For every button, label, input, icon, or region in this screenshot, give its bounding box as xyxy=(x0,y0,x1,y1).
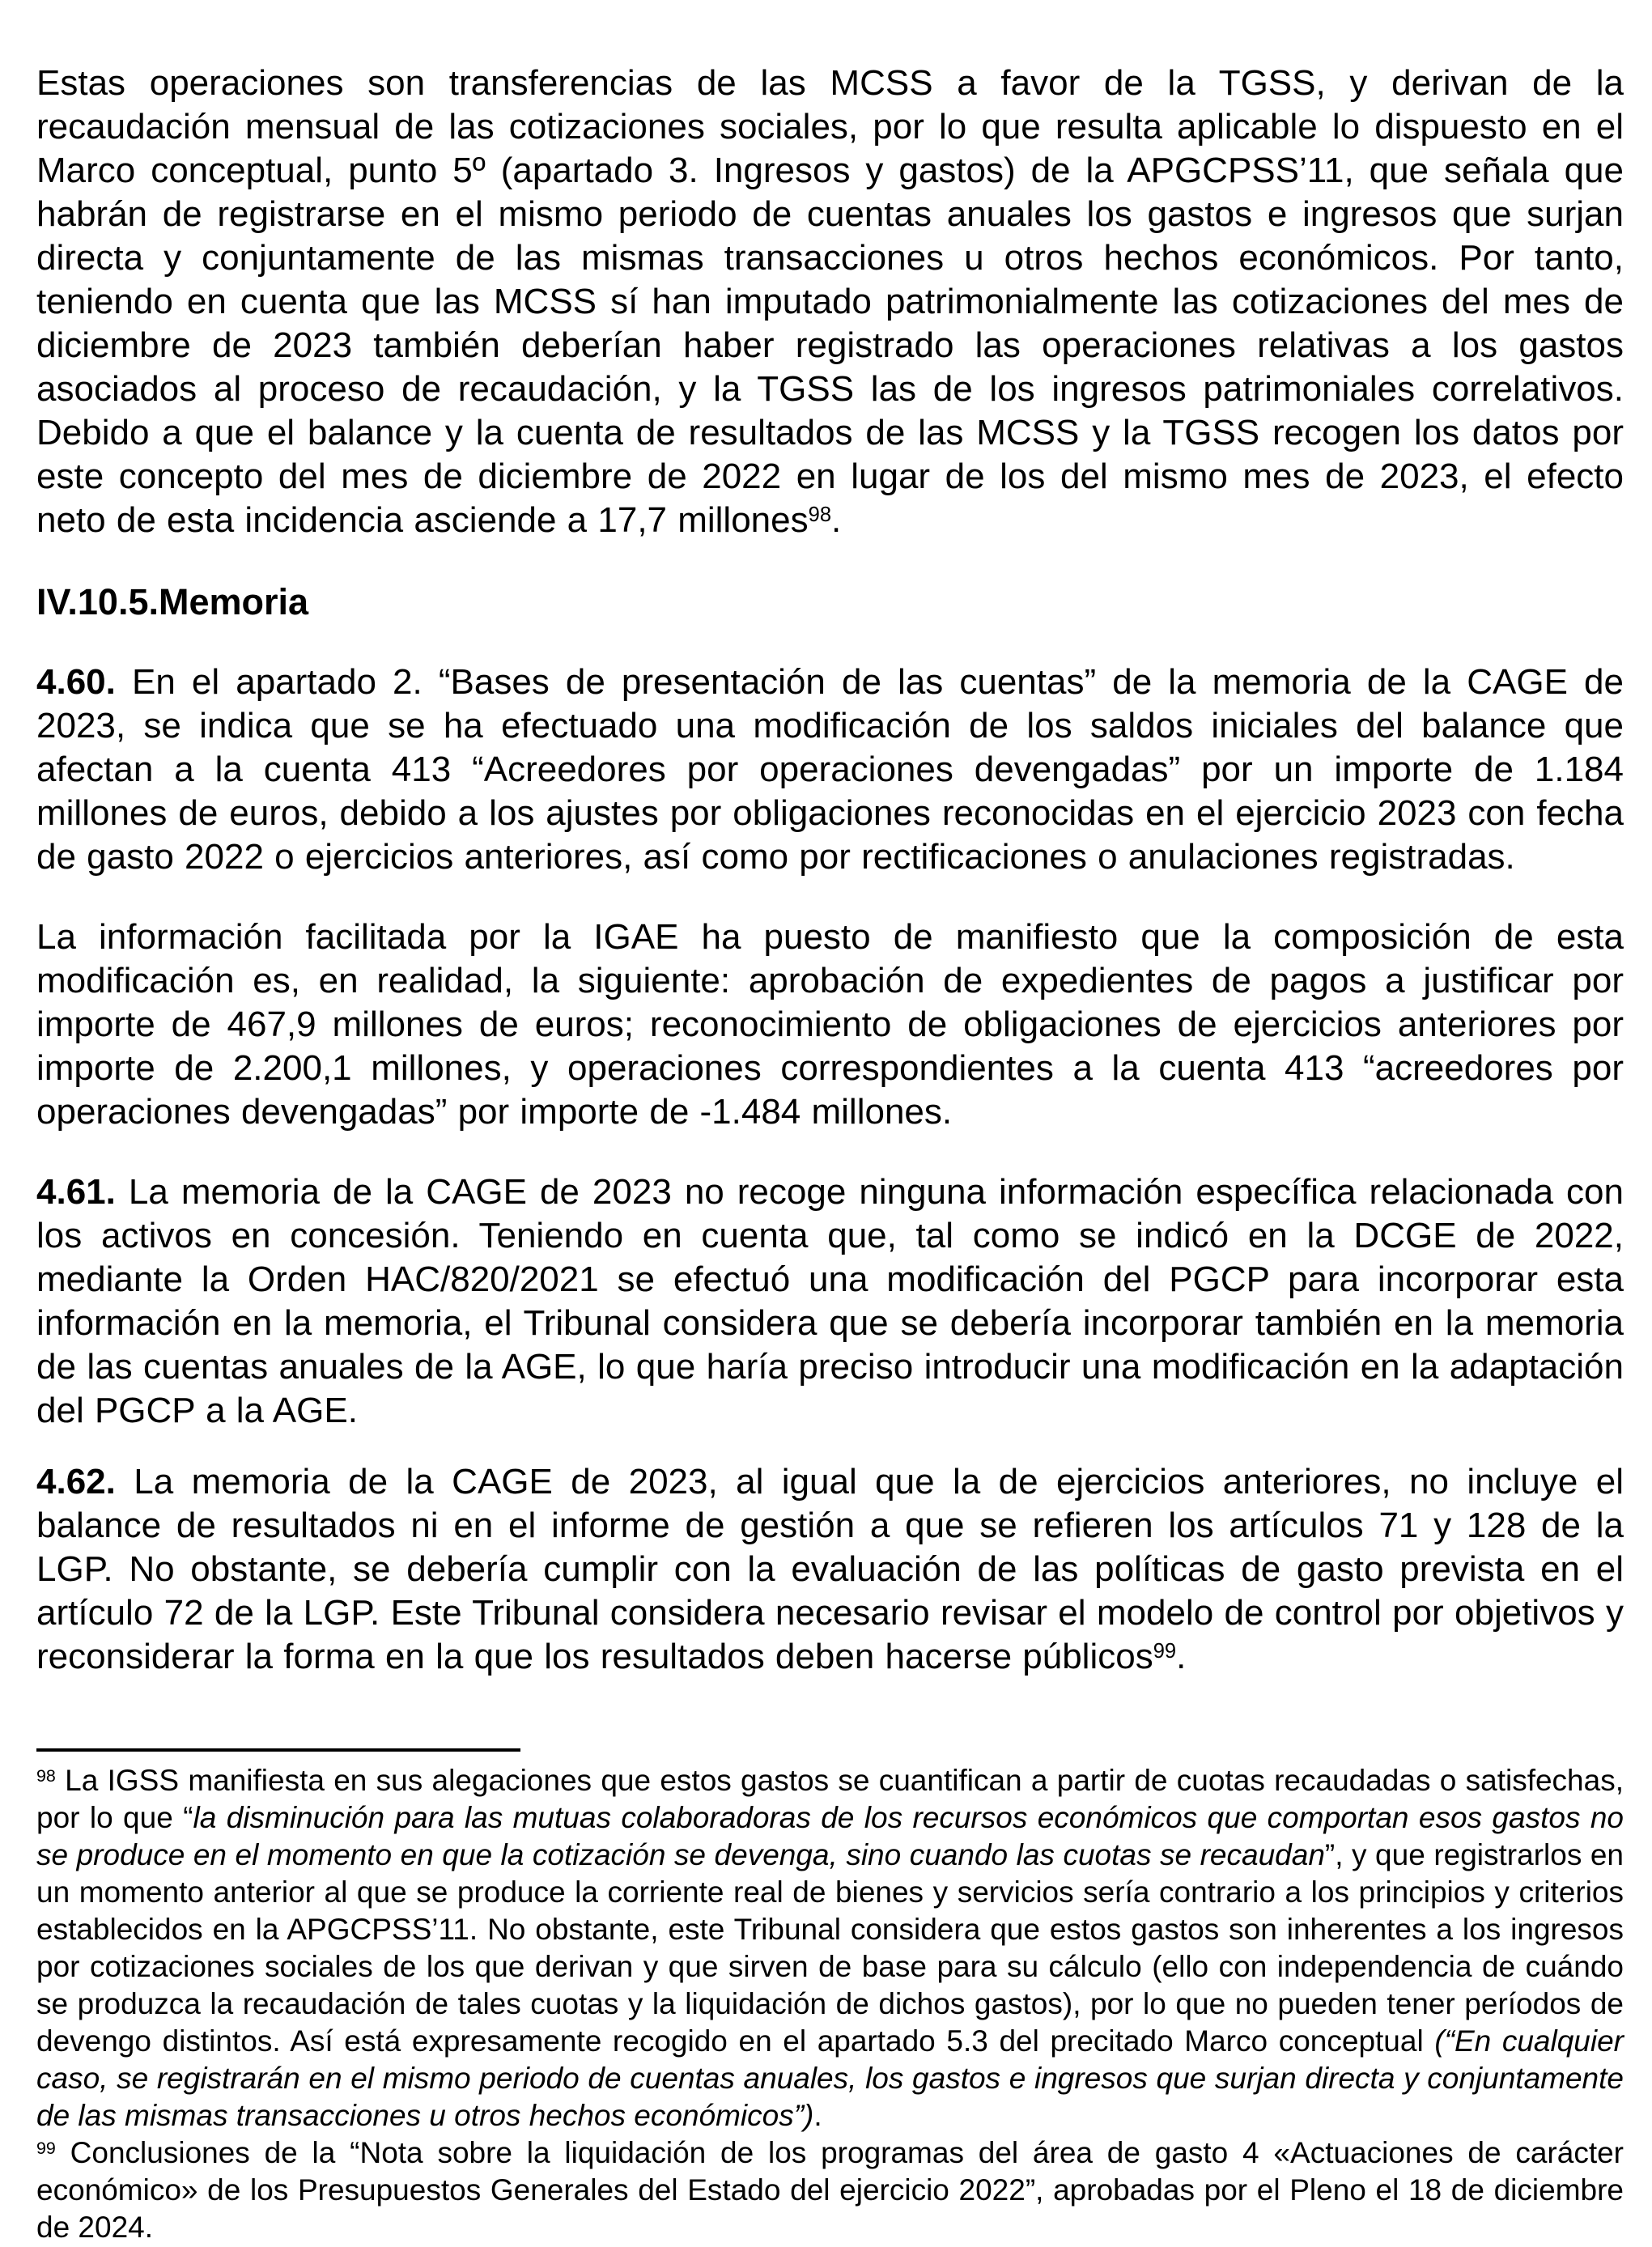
paragraph-number: 4.62. xyxy=(36,1462,116,1502)
paragraph-text: La información facilitada por la IGAE ha puesto de manifiesto que la composición de esta modificación es, en realidad, la siguiente: aprobación de expedientes de pagos a justificar por importe de 467,9 millones de euros; reconocimiento de obligaciones de ejercicios anteriores por importe de 2.200,1 millones, y operaciones correspondientes a la cuenta 413 “acreedores por operaciones devengadas” por importe de -1.484 millones. xyxy=(36,917,1624,1132)
footnote-suffix: . xyxy=(813,2099,822,2132)
intro-suffix: . xyxy=(831,500,842,540)
paragraph-number: 4.61. xyxy=(36,1172,116,1212)
footnote-text: ”, y que registrarlos en un momento anterior al que se produce la corriente real de bienes y servicios sería contrario a los principios y criterios establecidos en la APGCPSS’11. No obstante, este Tribunal considera que estos gastos son inherentes a los ingresos por cotizaciones sociales de los que derivan y que sirven de base para su cálculo (ello con independencia de cuándo se produzca la recaudación de tales cuotas y la liquidación de dichos gastos), por lo que no pueden tener períodos de devengo distintos. Así está expresamente recogido en el apartado 5.3 del precitado Marco conceptual xyxy=(36,1838,1624,2058)
footnote-marker-99: 99 xyxy=(36,2139,56,2159)
paragraph-4-60 xyxy=(36,661,1624,879)
section-heading: IV.10.5.Memoria xyxy=(36,581,309,622)
paragraph-igae-info xyxy=(36,915,1624,1134)
footnote-99 xyxy=(36,2134,1624,2246)
paragraph-4-61 xyxy=(36,1170,1624,1433)
footnote-separator xyxy=(36,1748,520,1752)
intro-paragraph xyxy=(36,62,1624,542)
intro-text: Estas operaciones son transferencias de las MCSS a favor de la TGSS, y derivan de la recaudación mensual de las cotizaciones sociales, por lo que resulta aplicable lo dispuesto en el Marco conceptual, punto 5º (apartado 3. Ingresos y gastos) de la APGCPSS’11, que señala que habrán de registrarse en el mismo periodo de cuentas anuales los gastos e ingresos que surjan directa y conjuntamente de las mismas transacciones u otros hechos económicos. Por tanto, teniendo en cuenta que las MCSS sí han imputado patrimonialmente las cotizaciones del mes de diciembre de 2023 también deberían haber registrado las operaciones relativas a los gastos asociados al proceso de recaudación, y la TGSS las de los ingresos patrimoniales correlativos. Debido a que el balance y la cuenta de resultados de las MCSS y la TGSS recogen los datos por este concepto del mes de diciembre de 2022 en lugar de los del mismo mes de 2023, el efecto neto de esta incidencia asciende a 17,7 millones xyxy=(36,63,1624,540)
footnote-quote-italic: (“En cualquier caso, se registrarán en el mismo periodo de cuentas anuales, los gastos e ingresos que surjan directa y conjuntamente de las mismas transacciones u otros hechos económicos”) xyxy=(36,2024,1624,2132)
paragraph-text: En el apartado 2. “Bases de presentación de las cuentas” de la memoria de la CAGE de 2023, se indica que se ha efectuado una modificación de los saldos iniciales del balance que afectan a la cuenta 413 “Acreedores por operaciones devengadas” por un importe de 1.184 millones de euros, debido a los ajustes por obligaciones reconocidas en el ejercicio 2023 con fecha de gasto 2022 o ejercicios anteriores, así como por rectificaciones o anulaciones registradas. xyxy=(36,662,1624,877)
paragraph-text: La memoria de la CAGE de 2023, al igual que la de ejercicios anteriores, no incluye el balance de resultados ni en el informe de gestión a que se refieren los artículos 71 y 128 de la LGP. No obstante, se debería cumplir con la evaluación de las políticas de gasto prevista en el artículo 72 de la LGP. Este Tribunal considera necesario revisar el modelo de control por objetivos y reconsiderar la forma en la que los resultados deben hacerse públicos xyxy=(36,1462,1624,1676)
footnote-text: La IGSS manifiesta en sus alegaciones que estos gastos se cuantifican a partir de cuotas recaudadas o satisfechas, por lo que “ xyxy=(36,1764,1624,1834)
paragraph-4-62 xyxy=(36,1460,1624,1679)
footnote-98 xyxy=(36,1762,1624,2134)
footnote-marker-98: 98 xyxy=(36,1766,56,1786)
footnote-quote-italic: la disminución para las mutuas colaboradoras de los recursos económicos que comportan esos gastos no se produce en el momento en que la cotización se devenga, sino cuando las cuotas se recaudan xyxy=(36,1801,1624,1871)
footnote-text: Conclusiones de la “Nota sobre la liquidación de los programas del área de gasto 4 «Actuaciones de carácter económico» de los Presupuestos Generales del Estado del ejercicio 2022”, aprobadas por el Pleno el 18 de diciembre de 2024. xyxy=(36,2136,1624,2244)
paragraph-text: La memoria de la CAGE de 2023 no recoge ninguna información específica relacionada con los activos en concesión. Teniendo en cuenta que, tal como se indicó en la DCGE de 2022, mediante la Orden HAC/820/2021 se efectuó una modificación del PGCP para incorporar esta información en la memoria, el Tribunal considera que se debería incorporar también en la memoria de las cuentas anuales de la AGE, lo que haría preciso introducir una modificación en la adaptación del PGCP a la AGE. xyxy=(36,1172,1624,1430)
paragraph-suffix: . xyxy=(1176,1637,1187,1676)
footnote-ref-98: 98 xyxy=(808,503,832,527)
footnote-ref-99: 99 xyxy=(1153,1640,1177,1663)
paragraph-number: 4.60. xyxy=(36,662,116,702)
